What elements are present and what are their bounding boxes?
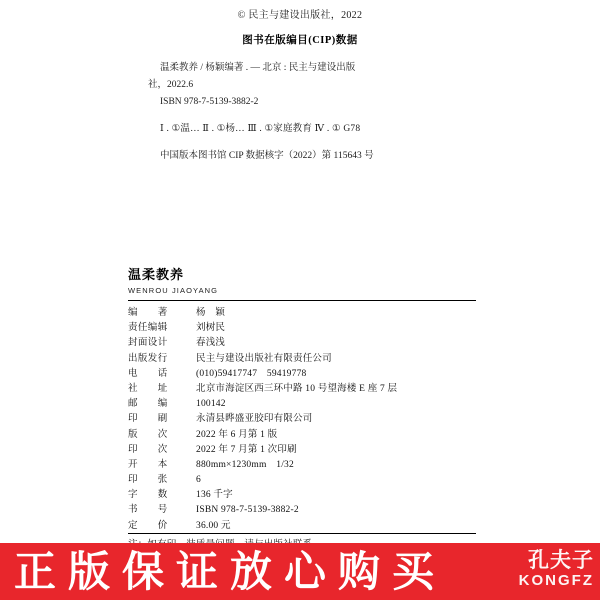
imprint-value: 永清县晔盛亚胶印有限公司 xyxy=(196,414,313,425)
banner-slogan: 正版保证放心购买 xyxy=(14,548,447,595)
imprint-table xyxy=(128,306,476,534)
imprint-label: 封面设计 xyxy=(128,338,168,349)
imprint-row xyxy=(128,428,476,443)
imprint-row xyxy=(128,458,476,473)
imprint-value: 2022 年 7 月第 1 次印刷 xyxy=(196,444,297,455)
imprint-label: 印 次 xyxy=(128,444,168,455)
cip-number: 中国版本图书馆 CIP 数据核字（2022）第 115643 号 xyxy=(160,151,374,161)
imprint-value: 民主与建设出版社有限责任公司 xyxy=(196,353,332,364)
imprint-label: 出版发行 xyxy=(128,353,168,364)
imprint-value: 100142 xyxy=(196,399,226,410)
imprint-value: 6 xyxy=(196,475,201,486)
cip-isbn: ISBN 978-7-5139-3882-2 xyxy=(160,97,259,107)
imprint-row xyxy=(128,519,476,534)
imprint-value: 2022 年 6 月第 1 版 xyxy=(196,429,278,440)
imprint-label: 字 数 xyxy=(128,490,168,501)
imprint-label: 编 著 xyxy=(128,308,168,318)
imprint-value: 杨 颖 xyxy=(196,308,226,318)
cip-line-1: 温柔教养 / 杨颖编著 . — 北京 : 民主与建设出版 xyxy=(160,63,356,73)
imprint-label: 开 本 xyxy=(128,459,168,470)
copyright-line: © 民主与建设出版社，2022 xyxy=(237,10,363,21)
imprint-row xyxy=(128,397,476,412)
imprint-label: 书 号 xyxy=(128,505,168,516)
imprint-value: 北京市海淀区西三环中路 10 号望海楼 E 座 7 层 xyxy=(196,383,398,394)
imprint-row xyxy=(128,367,476,382)
cip-line-2: 社，2022.6 xyxy=(148,80,194,90)
imprint-label: 定 价 xyxy=(128,520,168,531)
imprint-value: 春浅浅 xyxy=(196,338,226,349)
imprint-row xyxy=(128,473,476,488)
imprint-row xyxy=(128,412,476,427)
imprint-label: 责任编辑 xyxy=(128,323,168,334)
imprint-value: 36.00 元 xyxy=(196,520,231,531)
watermark-banner xyxy=(0,543,600,600)
imprint-value: 刘树民 xyxy=(196,323,226,334)
imprint-row xyxy=(128,488,476,503)
imprint-label: 邮 编 xyxy=(128,399,168,410)
imprint-value: 136 千字 xyxy=(196,490,233,501)
imprint-value: ISBN 978-7-5139-3882-2 xyxy=(196,505,299,516)
page-title-pinyin: WENROU JIAOYANG xyxy=(128,286,219,295)
imprint-value: 880mm×1230mm 1/32 xyxy=(196,459,294,470)
imprint-value: (010)59417747 59419778 xyxy=(196,368,307,379)
page-title: 温柔教养 xyxy=(128,267,185,282)
imprint-row xyxy=(128,382,476,397)
imprint-label: 印 刷 xyxy=(128,414,168,425)
cip-classification: Ⅰ . ①温… Ⅱ . ①杨… Ⅲ . ①家庭教育 Ⅳ . ① G78 xyxy=(160,124,361,134)
imprint-row xyxy=(128,443,476,458)
cip-heading: 图书在版编目(CIP)数据 xyxy=(242,35,358,46)
imprint-row xyxy=(128,352,476,367)
brand-watermark xyxy=(444,549,594,595)
note-divider xyxy=(128,533,476,534)
imprint-row xyxy=(128,321,476,336)
title-divider xyxy=(128,300,476,301)
imprint-row xyxy=(128,336,476,351)
cip-body xyxy=(148,60,478,165)
imprint-label: 印 张 xyxy=(128,475,168,486)
imprint-label: 版 次 xyxy=(128,429,168,440)
imprint-label: 电 话 xyxy=(128,368,168,379)
imprint-row xyxy=(128,306,476,321)
imprint-row xyxy=(128,503,476,518)
brand-name-cn: 孔夫子 xyxy=(528,549,594,572)
brand-name-en: KONGFZ xyxy=(518,572,594,589)
imprint-label: 社 址 xyxy=(128,383,168,394)
